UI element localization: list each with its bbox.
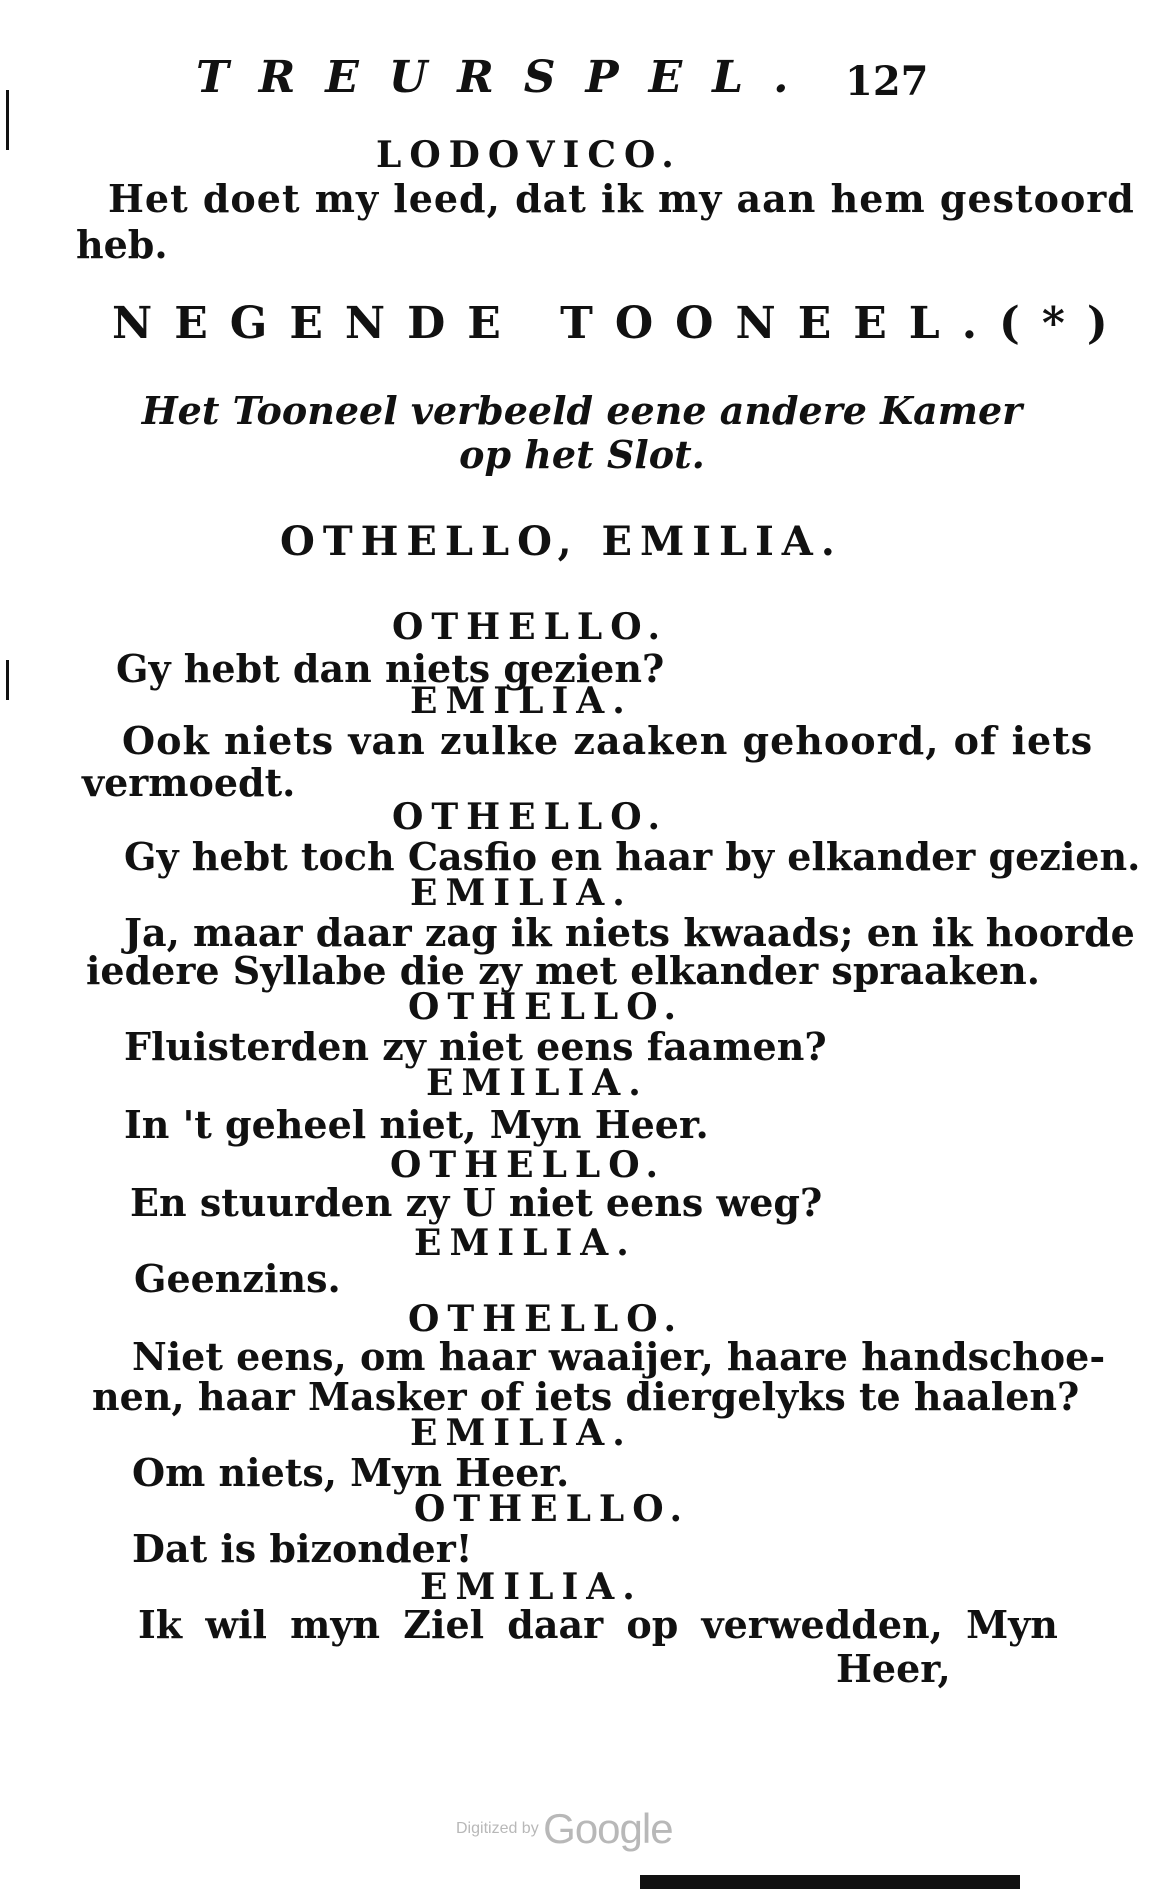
speaker-emilia: EMILIA. [410,1412,633,1454]
speaker-emilia: EMILIA. [420,1566,643,1608]
text-line: Het doet my leed, dat ik my aan hem gestoord [108,176,1135,221]
scan-edge-bar [640,1875,1020,1889]
text-line: Gy hebt toch Casfio en haar by elkander gezien. [124,834,1141,879]
speaker-emilia: EMILIA. [426,1062,649,1104]
google-logo: Google [543,1805,673,1852]
text-line: Ja, maar daar zag ik niets kwaads; en ik hoorde [124,910,1135,955]
text-line: Niet eens, om haar waaijer, haare handschoe- [132,1334,1106,1379]
text-line: Ik wil myn Ziel daar op verwedden, Myn [138,1602,1058,1647]
text-line: Gy hebt dan niets gezien? [116,646,665,691]
speaker-othello: OTHELLO. [408,1298,685,1340]
catchword: Heer, [836,1646,951,1691]
text-line: iedere Syllabe die zy met elkander spraaken. [86,948,1041,993]
speaker-othello: OTHELLO. [414,1488,691,1530]
text-line: Dat is bizonder! [132,1526,473,1571]
text-line: Om niets, Myn Heer. [132,1450,570,1495]
digitized-prefix: Digitized by [456,1820,539,1837]
page-number: 127 [845,58,929,105]
text-line: Ook niets van zulke zaaken gehoord, of iets [122,718,1094,763]
speaker-emilia: EMILIA. [414,1222,637,1264]
speaker-lodovico: LODOVICO. [376,134,682,176]
text-line: nen, haar Masker of iets diergelyks te haalen? [92,1374,1080,1419]
speaker-emilia: EMILIA. [410,680,633,722]
stage-direction: op het Slot. [459,432,705,477]
text-line: heb. [76,222,168,267]
left-edge-mark-top [6,90,9,150]
text-line: In 't geheel niet, Myn Heer. [124,1102,709,1147]
stage-direction: Het Tooneel verbeeld eene andere Kamer [141,388,1023,433]
text-line: Geenzins. [134,1256,341,1301]
left-edge-mark-bottom [6,660,9,700]
speaker-emilia: EMILIA. [410,872,633,914]
scene-heading: NEGENDE TOONEEL.(*) [112,298,1130,349]
speaker-othello: OTHELLO. [392,606,669,648]
speaker-othello: OTHELLO. [408,986,685,1028]
speaker-othello: OTHELLO. [392,796,669,838]
text-line: En stuurden zy U niet eens weg? [130,1180,823,1225]
text-line: Fluisterden zy niet eens faamen? [124,1024,827,1069]
text-line: vermoedt. [82,760,296,805]
scene-characters: OTHELLO, EMILIA. [280,518,843,565]
digitized-watermark [456,1805,673,1853]
running-title: TREURSPEL. [196,52,819,103]
speaker-othello: OTHELLO. [390,1144,667,1186]
